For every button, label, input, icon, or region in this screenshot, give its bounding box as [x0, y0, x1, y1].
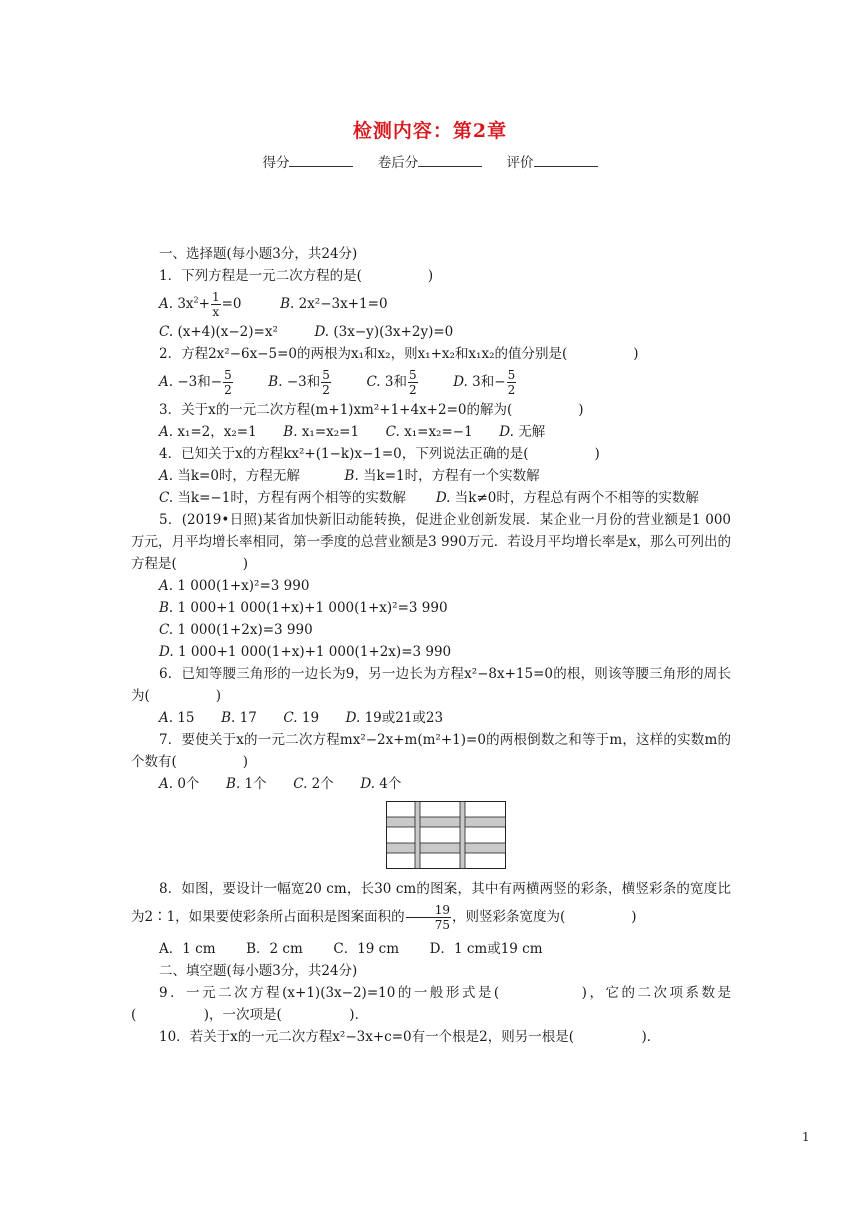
- q6-options: A. 15 B. 17 C. 19 D. 19或21或23: [159, 710, 444, 726]
- eval-label: 评价: [506, 155, 534, 171]
- horizontal-stripe-top: [387, 817, 506, 827]
- section1-heading: 一、选择题(每小题3分，共24分): [159, 246, 358, 262]
- q5-option-a: A. 1 000(1+x)²=3 990: [159, 578, 310, 594]
- vertical-stripe-right: [460, 802, 465, 869]
- section2-heading: 二、填空题(每小题3分，共24分): [159, 963, 358, 979]
- q7-options: A. 0个 B. 1个 C. 2个 D. 4个: [159, 776, 402, 792]
- q5-stem: 5．(2019•日照)某省加快新旧动能转换，促进企业创新发展．某企业一月份的营业额是1 000万元，月平均增长率相同，第一季度的总营业额是3 990万元．若设月平均增长率是x，那么可列出的方程是( ): [131, 512, 731, 572]
- horizontal-stripe-bottom: [387, 843, 506, 853]
- q3-stem: 3．关于x的一元二次方程(m+1)xm²+1+4x+2=0的解为( ): [159, 402, 584, 418]
- q5-option-d: D. 1 000+1 000(1+x)+1 000(1+2x)=3 990: [159, 644, 452, 660]
- score-label: 得分: [262, 155, 290, 171]
- q10-text: 10．若关于x的一元二次方程x²−3x+c=0有一个根是2，则另一根是( )．: [159, 1029, 661, 1045]
- paper-score-label: 卷后分: [377, 155, 419, 171]
- q8-stem: 8．如图，要设计一幅宽20 cm，长30 cm的图案，其中有两横两竖的彩条，横竖彩条的宽度比为2∶1，如果要使彩条所占面积是图案面积的 $\frac{19}{75}$ ，则竖彩条宽度为( ): [131, 881, 731, 932]
- q5-option-c: C. 1 000(1+2x)=3 990: [159, 622, 313, 638]
- q9-text: 9．一元二次方程(x+1)(3x−2)=10的一般形式是( )，它的二次项系数是( )，一次项是( )．: [131, 985, 731, 1023]
- q4-stem: 4．已知关于x的方程kx²+(1−k)x−1=0，下列说法正确的是( ): [159, 446, 600, 462]
- stripe-pattern-figure: [386, 801, 506, 869]
- q4-options-ab: A. 当k=0时，方程无解 B. 当k=1时，方程有一个实数解: [159, 468, 540, 484]
- q5-option-b: B. 1 000+1 000(1+x)+1 000(1+x)²=3 990: [159, 600, 448, 616]
- q7-stem: 7．要使关于x的一元二次方程mx²−2x+m(m²+1)=0的两根倒数之和等于m，这样的实数m的个数有( ): [131, 732, 731, 770]
- q4-options-cd: C. 当k=−1时，方程有两个相等的实数解 D. 当k≠0时，方程总有两个不相等的实数解: [159, 490, 699, 506]
- figure-border: [387, 802, 506, 869]
- q6-stem: 6．已知等腰三角形的一边长为9，另一边长为方程x²−8x+15=0的根，则该等腰三角形的周长为( ): [131, 666, 731, 704]
- q8-options: A．1 cm B．2 cm C．19 cm D．1 cm或19 cm: [159, 941, 543, 957]
- q1-fraction: $\frac{1}{x}$: [211, 290, 220, 319]
- q1-stem: 1．下列方程是一元二次方程的是( ): [159, 268, 434, 284]
- paper-score-blank[interactable]: [418, 152, 482, 167]
- q2-options: A. −3和− $\frac{5}{2}$ B. −3和 $\frac{5}{2}$ C. 3和 $\frac{5}{2}$ D. 3和− $\frac{5}{2}$: [159, 368, 516, 397]
- eval-blank[interactable]: [534, 152, 598, 167]
- q1-options-ab: A. $3x^2+$ $\frac{1}{x}$ =0 B. 2x²−3x+1=0: [159, 290, 388, 319]
- q3-options: A. x₁=2，x₂=1 B. x₁=x₂=1 C. x₁=x₂=−1 D. 无解: [159, 424, 546, 440]
- q8-fraction: $\frac{19}{75}$: [406, 903, 451, 932]
- page-title: 检测内容：第2章: [352, 120, 508, 142]
- page-number: 1: [802, 1130, 810, 1144]
- q2-stem: 2．方程2x²−6x−5=0的两根为x₁和x₂，则x₁+x₂和x₁x₂的值分别是( ): [159, 346, 639, 362]
- vertical-stripe-left: [415, 802, 420, 869]
- score-blank[interactable]: [289, 152, 353, 167]
- question-body: [131, 243, 731, 1048]
- score-row: [0, 151, 860, 171]
- q1-options-cd: C. (x+4)(x−2)=x² D. (3x−y)(3x+2y)=0: [159, 324, 454, 340]
